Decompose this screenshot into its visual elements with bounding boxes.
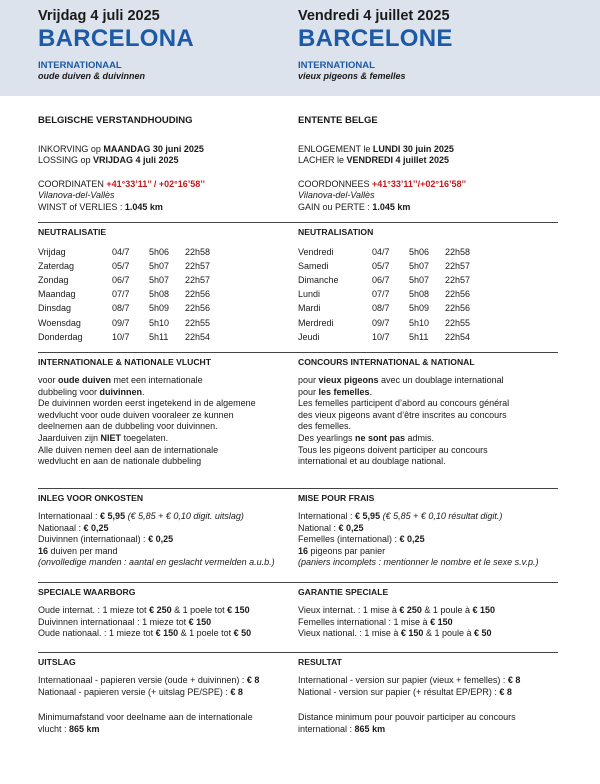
subtitle-fr: vieux pigeons & femelles [298,71,406,81]
section-title-flight-fr: CONCOURS INTERNATIONAL & NATIONAL [298,352,558,368]
day-cell: Donderdag [38,331,83,342]
section-title-fees-fr: MISE POUR FRAIS [298,488,558,504]
start-time-cell: 5h07 [409,260,430,271]
neutralisation-row [38,245,210,259]
intl-label-nl: INTERNATIONAAL [38,60,122,71]
end-time-cell: 22h54 [445,331,471,342]
section-title-guarantee-nl: SPECIALE WAARBORG [38,582,298,598]
section-title-flight-nl: INTERNATIONALE & NATIONALE VLUCHT [38,352,298,368]
end-time-cell: 22h57 [185,274,211,285]
end-time-cell: 22h55 [185,317,211,328]
neutralisation-row [298,330,470,344]
section-title-fees-nl: INLEG VOOR ONKOSTEN [38,488,298,504]
start-time-cell: 5h10 [149,317,170,328]
day-cell: Samedi [298,260,329,271]
distance-nl: WINST of VERLIES : 1.045 km [38,201,163,212]
release-fr: LACHER le VENDREDI 4 juillet 2025 [298,155,450,166]
results-text-nl: Internationaal - papieren versie (oude + duivinnen) : € 8 Nationaal - papieren versie (+ uitslag PE/SPE) : € 8 Minimumafstand voor deelname aan de internationale vlucht : 865 km [38,674,260,734]
neutralisation-row [298,245,470,259]
neutralisation-row [298,301,470,315]
end-time-cell: 22h56 [445,303,471,314]
neutralisation-row [298,316,470,330]
neutralisation-table-fr [298,245,470,344]
start-time-cell: 5h07 [409,274,430,285]
neutralisation-row [298,273,470,287]
organizer-nl: BELGISCHE VERSTANDHOUDING [38,115,193,126]
start-time-cell: 5h07 [149,260,170,271]
place-nl: Vilanova-del-Vallès [38,190,115,201]
day-cell: Vrijdag [38,246,66,257]
fees-text-nl: Internationaal : € 5,95 (€ 5,85 + € 0,10 digit. uitslag) Nationaal : € 0,25 Duivinnen (internationaal) : € 0,25 16 duiven per mand (onvolledige manden : aantal en geslacht vermelden a.u.b.) [38,510,275,568]
neutralisation-row [38,287,210,301]
end-time-cell: 22h57 [185,260,211,271]
intl-label-fr: INTERNATIONAL [298,60,375,71]
start-time-cell: 5h09 [149,303,170,314]
place-fr: Vilanova-del-Vallès [298,190,375,201]
flight-text-fr: pour vieux pigeons avec un doublage international pour les femelles. Les femelles participent d’abord au concours général des vieux pigeons avant d’être inscrites au concours des femelles. Des yearlings ne sont pas admis. Tous les pigeons doivent participer au concours international et au doublage national. [298,374,510,467]
section-title-neutralisation-nl: NEUTRALISATIE [38,222,298,238]
start-time-cell: 5h09 [409,303,430,314]
date-cell: 06/7 [112,274,130,285]
day-cell: Zaterdag [38,260,75,271]
start-time-cell: 5h08 [149,289,170,300]
date-cell: 09/7 [112,317,130,328]
start-time-cell: 5h06 [409,246,430,257]
end-time-cell: 22h54 [185,331,211,342]
header-nl [38,0,298,96]
neutralisation-row [298,259,470,273]
date-cell: 07/7 [112,289,130,300]
neutralisation-row [298,287,470,301]
end-time-cell: 22h56 [445,289,471,300]
date-cell: 10/7 [372,331,390,342]
day-cell: Zondag [38,274,69,285]
day-cell: Maandag [38,289,76,300]
flight-text-nl: voor oude duiven met een internationale dubbeling voor duivinnen. De duivinnen worden eerst ingetekend in de algemene wedvlucht voor oude duiven vooraleer ze kunnen deelnemen aan de dubbeling voor duivinnen. Jaarduiven zijn NIET toegelaten. Alle duiven nemen deel aan de internationale wedvlucht en aan de nationale dubbeling [38,374,256,467]
day-cell: Mardi [298,303,321,314]
day-cell: Dimanche [298,274,339,285]
end-time-cell: 22h56 [185,303,211,314]
end-time-cell: 22h55 [445,317,471,328]
date-cell: 06/7 [372,274,390,285]
column-nl [38,96,298,735]
end-time-cell: 22h56 [185,289,211,300]
basketing-fr: ENLOGEMENT le LUNDI 30 juin 2025 [298,143,454,154]
date-cell: 04/7 [112,246,130,257]
date-cell: 08/7 [112,303,130,314]
date-cell: 08/7 [372,303,390,314]
day-cell: Vendredi [298,246,334,257]
city-fr: BARCELONE [298,25,453,52]
end-time-cell: 22h57 [445,274,471,285]
end-time-cell: 22h57 [445,260,471,271]
end-time-cell: 22h58 [185,246,211,257]
neutralisation-row [38,301,210,315]
header-band [0,0,600,96]
subtitle-nl: oude duiven & duivinnen [38,71,146,81]
date-cell: 04/7 [372,246,390,257]
start-time-cell: 5h10 [409,317,430,328]
date-cell: 09/7 [372,317,390,328]
city-nl: BARCELONA [38,25,195,52]
guarantee-text-fr: Vieux internat. : 1 mise à € 250 & 1 poule à € 150 Femelles international : 1 mise à € 150 Vieux national. : 1 mise à € 150 & 1 poule à € 50 [298,604,495,639]
date-fr: Vendredi 4 juillet 2025 [298,8,450,24]
date-nl: Vrijdag 4 juli 2025 [38,8,160,24]
day-cell: Woensdag [38,317,81,328]
coordinates-fr: COORDONNEES +41°33’11’’/+02°16’58’’ [298,178,467,189]
organizer-fr: ENTENTE BELGE [298,115,378,126]
start-time-cell: 5h11 [149,331,169,342]
date-cell: 05/7 [372,260,390,271]
day-cell: Lundi [298,289,321,300]
neutralisation-row [38,273,210,287]
day-cell: Jeudi [298,331,320,342]
start-time-cell: 5h06 [149,246,170,257]
neutralisation-row [38,330,210,344]
release-nl: LOSSING op VRIJDAG 4 juli 2025 [38,155,179,166]
header-fr [298,0,558,96]
basketing-nl: INKORVING op MAANDAG 30 juni 2025 [38,143,204,154]
section-title-results-nl: UITSLAG [38,652,298,668]
day-cell: Merdredi [298,317,334,328]
content [0,96,600,735]
coordinates-nl: COORDINATEN +41°33’11’’ / +02°16’58’’ [38,178,205,189]
start-time-cell: 5h11 [409,331,429,342]
section-title-results-fr: RESULTAT [298,652,558,668]
column-fr [298,96,558,735]
fees-text-fr: International : € 5,95 (€ 5,85 + € 0,10 résultat digit.) National : € 0,25 Femelles (international) : € 0,25 16 pigeons par panier (paniers incomplets : mentionner le nombre et le sexe s.v.p.) [298,510,539,568]
guarantee-text-nl: Oude internat. : 1 mieze tot € 250 & 1 poele tot € 150 Duivinnen internationaal : 1 mieze tot € 150 Oude nationaal. : 1 mieze tot € 150 & 1 poele tot € 50 [38,604,252,639]
start-time-cell: 5h08 [409,289,430,300]
end-time-cell: 22h58 [445,246,471,257]
date-cell: 07/7 [372,289,390,300]
neutralisation-row [38,316,210,330]
date-cell: 05/7 [112,260,130,271]
results-text-fr: International - version sur papier (vieux + femelles) : € 8 National - version sur papier (+ résultat EP/EPR) : € 8 Distance minimum pour pouvoir participer au concours international : 865 km [298,674,521,734]
section-title-guarantee-fr: GARANTIE SPECIALE [298,582,558,598]
date-cell: 10/7 [112,331,130,342]
start-time-cell: 5h07 [149,274,170,285]
neutralisation-table-nl [38,245,210,344]
neutralisation-row [38,259,210,273]
day-cell: Dinsdag [38,303,72,314]
section-title-neutralisation-fr: NEUTRALISATION [298,222,558,238]
distance-fr: GAIN ou PERTE : 1.045 km [298,201,411,212]
